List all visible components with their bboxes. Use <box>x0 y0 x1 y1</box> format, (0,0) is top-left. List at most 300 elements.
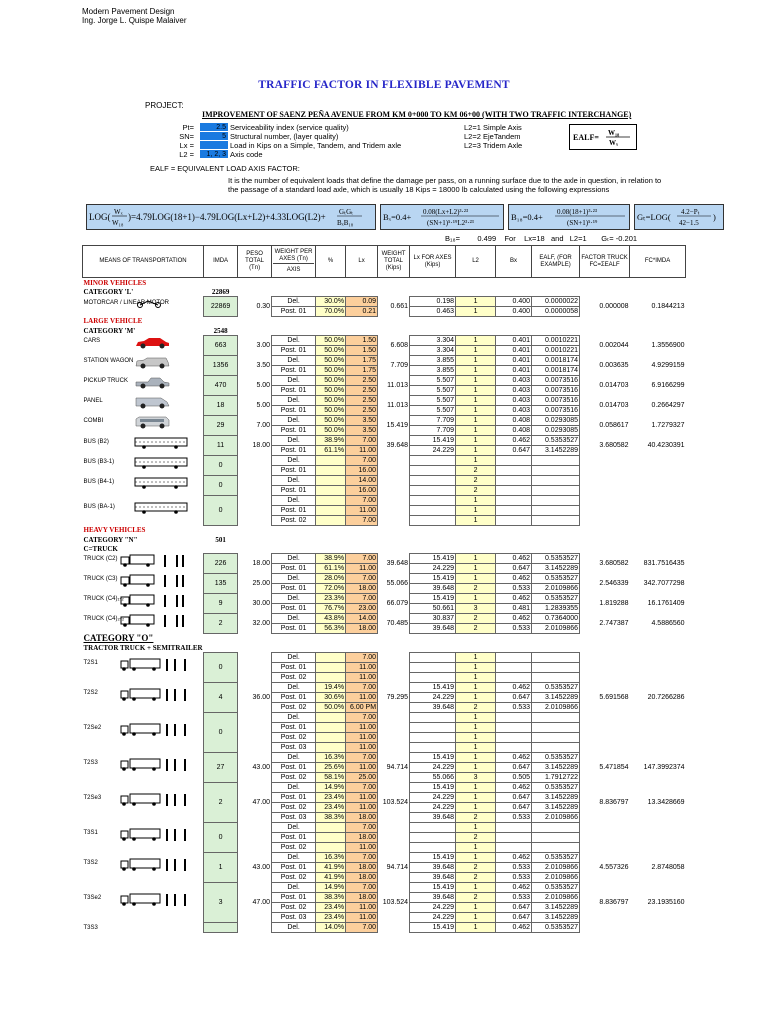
factor-truck-cell: 3.680582 <box>599 441 629 449</box>
ealf-cell <box>532 723 580 733</box>
lx-cell: 3.50 <box>346 426 378 436</box>
lx-cell: 11.00 <box>346 903 378 913</box>
lx-cell: 7.00 <box>346 574 378 584</box>
imda-cell: 4 <box>204 683 238 713</box>
axis-cell: Del. <box>272 683 316 693</box>
ealf-cell: 2.0109866 <box>532 813 580 823</box>
lx-axes-cell: 39.648 <box>410 893 456 903</box>
weight-total-cell: 55.066 <box>386 579 409 587</box>
l2-cell: 2 <box>456 476 496 486</box>
fc-imda-cell: 831.7516435 <box>643 559 685 567</box>
category-imda: 501 <box>215 535 226 544</box>
param-value[interactable]: 2.5 <box>200 123 228 131</box>
axis-cell: Post. 01 <box>272 624 316 634</box>
lx-axes-cell: 24.229 <box>410 763 456 773</box>
tractor-icon <box>120 893 190 910</box>
empty-cell <box>238 287 272 297</box>
bus-icon <box>134 457 188 472</box>
axis-cell: Del. <box>272 653 316 663</box>
ealf-cell: 0.0018174 <box>532 366 580 376</box>
bx-cell: 0.647 <box>496 903 532 913</box>
col-header: WEIGHT TOTAL (Kips) <box>378 246 410 278</box>
percent-cell: 38.9% <box>316 554 346 564</box>
lx-axes-cell: 7.709 <box>410 426 456 436</box>
l2-cell: 1 <box>456 366 496 376</box>
percent-cell: 38.3% <box>316 893 346 903</box>
peso-cell: 3.00 <box>256 341 271 349</box>
axis-cell: Del. <box>272 923 316 933</box>
factor-truck-cell: 0.014703 <box>599 381 629 389</box>
lx-cell: 6.00 PM <box>346 703 378 713</box>
lx-cell: 1.50 <box>346 336 378 346</box>
lx-axes-cell: 3.855 <box>410 356 456 366</box>
b18-for: For <box>504 234 516 243</box>
l2-cell: 1 <box>456 743 496 753</box>
percent-cell <box>316 653 346 663</box>
lx-cell: 2.50 <box>346 386 378 396</box>
empty-cell <box>580 526 630 536</box>
section-row <box>83 526 686 536</box>
percent-cell: 50.0% <box>316 356 346 366</box>
empty-cell <box>378 535 410 544</box>
lx-axes-cell: 39.648 <box>410 584 456 594</box>
percent-cell <box>316 733 346 743</box>
peso-cell <box>238 476 272 496</box>
lx-cell: 18.00 <box>346 833 378 843</box>
category-imda: 2548 <box>213 326 228 335</box>
ealf-cell: 0.5353527 <box>532 683 580 693</box>
empty-cell <box>456 526 496 536</box>
fc-imda-cell: 20.7266286 <box>647 693 685 701</box>
axis-cell: Del. <box>272 356 316 366</box>
bx-cell: 0.462 <box>496 853 532 863</box>
vehicle-cell <box>83 594 204 614</box>
lx-cell: 7.00 <box>346 923 378 933</box>
section-title: MINOR VEHICLES <box>83 278 147 287</box>
param-label: Pt= <box>182 123 194 132</box>
empty-cell <box>378 326 410 336</box>
ealf-cell: 3.1452289 <box>532 564 580 574</box>
ealf-cell: 3.1452289 <box>532 763 580 773</box>
ealf-cell <box>532 673 580 683</box>
ealf-cell: 2.0109866 <box>532 703 580 713</box>
bx-cell <box>496 663 532 673</box>
gt-value: -0.201 <box>615 234 638 243</box>
svg-text:Gₜ=LOG(: Gₜ=LOG( <box>637 212 671 222</box>
empty-cell <box>630 326 686 336</box>
vehicle-name: COMBI <box>83 418 104 425</box>
ealf-cell: 2.0109866 <box>532 893 580 903</box>
empty-cell <box>316 634 346 644</box>
lx-axes-cell: 15.419 <box>410 883 456 893</box>
bx-cell: 0.400 <box>496 297 532 307</box>
ealf-cell: 0.0018174 <box>532 356 580 366</box>
ealf-cell: 3.1452289 <box>532 803 580 813</box>
lx-axes-cell: 30.837 <box>410 614 456 624</box>
category-row <box>83 544 686 554</box>
factor-truck-cell: 4.557326 <box>599 863 629 871</box>
category-imda <box>204 643 238 653</box>
axis-cell: Post. 01 <box>272 604 316 614</box>
empty-cell <box>272 535 316 544</box>
lx-axes-cell: 39.648 <box>410 624 456 634</box>
percent-cell <box>316 516 346 526</box>
axis-cell: Post. 01 <box>272 466 316 476</box>
percent-cell: 58.1% <box>316 773 346 783</box>
svg-text:BₓB₁₈: BₓB₁₈ <box>337 219 354 227</box>
lx-cell: 7.00 <box>346 823 378 833</box>
percent-cell <box>316 673 346 683</box>
bx-cell: 0.408 <box>496 426 532 436</box>
peso-cell <box>238 823 272 853</box>
lx-cell: 1.50 <box>346 346 378 356</box>
empty-cell <box>496 326 532 336</box>
empty-cell <box>272 643 316 653</box>
l2-cell: 2 <box>456 486 496 496</box>
col-header: Lx <box>346 246 378 278</box>
axis-cell: Post. 03 <box>272 813 316 823</box>
ealf-cell: 2.0109866 <box>532 873 580 883</box>
ealf-cell <box>532 486 580 496</box>
l2-cell: 1 <box>456 923 496 933</box>
fc-imda-cell <box>630 496 686 526</box>
axis-cell: Post. 01 <box>272 486 316 496</box>
imda-cell: 9 <box>204 594 238 614</box>
lx-cell: 2.50 <box>346 376 378 386</box>
percent-cell: 43.8% <box>316 614 346 624</box>
param-value[interactable] <box>200 141 228 149</box>
axis-cell: Post. 01 <box>272 564 316 574</box>
percent-cell: 50.0% <box>316 396 346 406</box>
table-row <box>83 436 686 446</box>
lx-cell: 11.00 <box>346 743 378 753</box>
lx-axes-cell: 15.419 <box>410 554 456 564</box>
factor-truck-cell <box>580 496 630 526</box>
ealf-cell <box>532 456 580 466</box>
percent-cell: 50.0% <box>316 366 346 376</box>
empty-cell <box>346 634 378 644</box>
bx-cell <box>496 743 532 753</box>
vehicle-name: T3S1 <box>83 830 98 837</box>
vehicle-cell <box>83 614 204 634</box>
imda-cell: 1 <box>204 853 238 883</box>
empty-cell <box>532 287 580 297</box>
l2-cell: 2 <box>456 703 496 713</box>
fc-imda-cell: 6.9166299 <box>651 381 685 389</box>
bx-cell <box>496 673 532 683</box>
ealf-cell: 0.0000022 <box>532 297 580 307</box>
weight-total-cell: 6.608 <box>390 341 409 349</box>
l2-cell: 1 <box>456 793 496 803</box>
param-desc: Load in Kips on a Simple, Tandem, and Tridem axle <box>230 141 402 150</box>
empty-cell <box>346 317 378 327</box>
imda-cell: 22869 <box>204 297 238 317</box>
axis-cell: Del. <box>272 853 316 863</box>
factor-truck-cell: 5.471854 <box>599 763 629 771</box>
bx-cell: 0.647 <box>496 446 532 456</box>
table-row <box>83 496 686 506</box>
bx-cell: 0.403 <box>496 386 532 396</box>
empty-cell <box>532 535 580 544</box>
l2-cell: 1 <box>456 753 496 763</box>
bx-cell <box>496 516 532 526</box>
axis-cell: Post. 02 <box>272 516 316 526</box>
lx-cell: 7.00 <box>346 516 378 526</box>
vehicle-name: TRUCK (C3) <box>83 576 118 583</box>
lx-axes-cell: 55.066 <box>410 773 456 783</box>
empty-cell <box>378 278 410 288</box>
l2-cell: 1 <box>456 386 496 396</box>
vehicle-name: T3Se2 <box>83 895 102 902</box>
lx-axes-cell <box>410 723 456 733</box>
bx-cell <box>496 723 532 733</box>
page-title: TRAFFIC FACTOR IN FLEXIBLE PAVEMENT <box>258 79 510 91</box>
empty-cell <box>456 643 496 653</box>
lx-cell: 11.00 <box>346 763 378 773</box>
axis-cell: Del. <box>272 753 316 763</box>
tractor-icon <box>120 688 190 705</box>
axis-cell: Del. <box>272 823 316 833</box>
empty-cell <box>630 643 686 653</box>
svg-text:(SN+1)⁵·¹⁹: (SN+1)⁵·¹⁹ <box>567 219 598 227</box>
table-row <box>83 396 686 406</box>
weight-total-cell: 94.714 <box>386 863 409 871</box>
lx-axes-cell: 24.229 <box>410 693 456 703</box>
l2-cell: 1 <box>456 574 496 584</box>
ealf-cell: 0.5353527 <box>532 574 580 584</box>
percent-cell: 14.9% <box>316 783 346 793</box>
lx-cell: 3.50 <box>346 416 378 426</box>
table-row <box>83 753 686 763</box>
ealf-cell: 3.1452289 <box>532 793 580 803</box>
l2-cell: 1 <box>456 406 496 416</box>
svg-text:(SN+1)⁵·¹⁹L2³·²³: (SN+1)⁵·¹⁹L2³·²³ <box>427 219 474 227</box>
axis-cell: Post. 01 <box>272 723 316 733</box>
percent-cell: 28.0% <box>316 574 346 584</box>
bx-cell: 0.533 <box>496 703 532 713</box>
col-header <box>272 246 316 278</box>
axis-cell: Post. 01 <box>272 763 316 773</box>
empty-cell <box>272 544 316 554</box>
fc-imda-cell: 1.3556900 <box>651 341 685 349</box>
bx-cell: 0.462 <box>496 554 532 564</box>
l2-cell: 2 <box>456 873 496 883</box>
peso-cell: 47.00 <box>252 898 271 906</box>
percent-cell: 23.4% <box>316 903 346 913</box>
empty-cell <box>456 326 496 336</box>
empty-cell <box>410 544 456 554</box>
percent-cell: 56.3% <box>316 624 346 634</box>
ealf-cell: 0.0010221 <box>532 336 580 346</box>
category-row <box>83 287 686 297</box>
category-imda <box>204 278 238 288</box>
lx-cell: 14.00 <box>346 614 378 624</box>
vehicle-cell <box>83 336 204 356</box>
empty-cell <box>272 287 316 297</box>
imda-cell <box>204 923 238 933</box>
tractor-icon <box>120 758 190 775</box>
lx-cell: 7.00 <box>346 653 378 663</box>
category-title: CATEGORY "N" <box>83 535 138 544</box>
imda-cell: 663 <box>204 336 238 356</box>
col-header: IMDA <box>204 246 238 278</box>
factor-truck-cell: 0.058617 <box>599 421 629 429</box>
lx-cell: 16.00 <box>346 466 378 476</box>
formula-b18 <box>508 204 630 230</box>
empty-cell <box>532 317 580 327</box>
l2-cell: 1 <box>456 853 496 863</box>
category-imda <box>204 526 238 536</box>
table-row <box>83 476 686 486</box>
axis-cell: Post. 01 <box>272 426 316 436</box>
svg-text:4.2−Pₜ: 4.2−Pₜ <box>681 208 700 216</box>
vehicle-cell <box>83 436 204 456</box>
lx-cell: 0.09 <box>346 297 378 307</box>
vehicle-cell <box>83 574 204 594</box>
formula-b18-svg <box>509 205 629 229</box>
imda-cell: 0 <box>204 476 238 496</box>
lx-cell: 1.75 <box>346 356 378 366</box>
empty-cell <box>630 317 686 327</box>
lx-axes-cell: 50.661 <box>410 604 456 614</box>
ealf-cell: 0.5353527 <box>532 923 580 933</box>
percent-cell: 23.4% <box>316 803 346 813</box>
l2-cell: 1 <box>456 713 496 723</box>
axis-cell: Post. 01 <box>272 307 316 317</box>
percent-cell: 14.9% <box>316 883 346 893</box>
vehicle-name: BUS (B2) <box>83 438 109 445</box>
ealf-cell <box>532 653 580 663</box>
empty-cell <box>410 326 456 336</box>
vehicle-cell <box>83 653 204 683</box>
weight-total-cell <box>378 923 410 933</box>
empty-cell <box>456 544 496 554</box>
axis-code-legend <box>464 123 522 150</box>
table-row <box>83 614 686 624</box>
ealf-cell: 0.0073516 <box>532 386 580 396</box>
l2-cell: 2 <box>456 893 496 903</box>
l2-cell: 2 <box>456 833 496 843</box>
bx-cell: 0.505 <box>496 773 532 783</box>
factor-truck-cell <box>580 476 630 496</box>
percent-cell <box>316 506 346 516</box>
empty-cell <box>580 643 630 653</box>
lx-cell: 11.00 <box>346 723 378 733</box>
ealf-cell: 0.7364000 <box>532 614 580 624</box>
peso-cell: 32.00 <box>252 619 271 627</box>
lx-axes-cell: 24.229 <box>410 793 456 803</box>
vehicle-name: MOTORCAR / LINEAR MOTOR <box>83 299 169 306</box>
l2-cell: 1 <box>456 436 496 446</box>
lx-axes-cell <box>410 516 456 526</box>
lx-cell: 2.50 <box>346 396 378 406</box>
bx-cell <box>496 823 532 833</box>
ealf-cell: 2.0109866 <box>532 863 580 873</box>
bx-cell: 0.462 <box>496 753 532 763</box>
fc-imda-cell: 2.8748058 <box>651 863 685 871</box>
bx-cell <box>496 456 532 466</box>
bx-cell: 0.647 <box>496 763 532 773</box>
bx-cell: 0.647 <box>496 564 532 574</box>
fc-imda-cell: 147.3992374 <box>643 763 685 771</box>
svg-text:Wₓ: Wₓ <box>609 139 619 147</box>
peso-cell: 18.00 <box>252 441 271 449</box>
lx-axes-cell: 39.648 <box>410 813 456 823</box>
fc-imda-cell: 13.3428669 <box>647 798 685 806</box>
lx-axes-cell: 24.229 <box>410 446 456 456</box>
empty-cell <box>496 643 532 653</box>
ealf-cell: 3.1452289 <box>532 903 580 913</box>
percent-cell: 25.6% <box>316 763 346 773</box>
empty-cell <box>630 535 686 544</box>
category-title: TRACTOR TRUCK + SEMITRAILER <box>83 643 203 652</box>
l2-cell: 1 <box>456 723 496 733</box>
fc-imda-cell <box>630 713 686 753</box>
table-row <box>83 376 686 386</box>
empty-cell <box>410 526 456 536</box>
lx-axes-cell: 3.304 <box>410 336 456 346</box>
empty-cell <box>238 326 272 336</box>
vehicle-cell <box>83 476 204 496</box>
vehicle-cell <box>83 456 204 476</box>
fc-imda-cell: 40.4230391 <box>647 441 685 449</box>
axis-cell: Post. 02 <box>272 803 316 813</box>
category-imda <box>204 544 238 554</box>
vehicle-cell <box>83 713 204 753</box>
percent-cell <box>316 486 346 496</box>
empty-cell <box>496 526 532 536</box>
empty-cell <box>580 634 630 644</box>
bx-cell: 0.401 <box>496 346 532 356</box>
table-row <box>83 653 686 663</box>
percent-cell: 14.0% <box>316 923 346 933</box>
ealf-cell <box>532 506 580 516</box>
empty-cell <box>346 526 378 536</box>
weight-total-cell <box>378 496 410 526</box>
empty-cell <box>456 287 496 297</box>
bx-cell: 0.462 <box>496 783 532 793</box>
lx-cell: 7.00 <box>346 783 378 793</box>
percent-cell: 23.3% <box>316 594 346 604</box>
lx-cell: 16.00 <box>346 486 378 496</box>
param-value[interactable]: 1, 2, 3 <box>200 150 228 158</box>
lx-cell: 7.00 <box>346 713 378 723</box>
vehicle-cell <box>83 883 204 923</box>
lx-cell: 18.00 <box>346 624 378 634</box>
l2-cell: 3 <box>456 604 496 614</box>
weight-total-cell: 79.295 <box>386 693 409 701</box>
lx-axes-cell: 15.419 <box>410 683 456 693</box>
col-header: L2 <box>456 246 496 278</box>
formula-bx-svg <box>381 205 503 229</box>
peso-cell: 0.30 <box>256 302 271 310</box>
axis-cell: Post. 01 <box>272 663 316 673</box>
lx-axes-cell <box>410 486 456 496</box>
percent-cell: 41.9% <box>316 863 346 873</box>
empty-cell <box>410 287 456 297</box>
percent-cell: 70.0% <box>316 307 346 317</box>
imda-cell: 0 <box>204 823 238 853</box>
panel-icon <box>134 396 170 412</box>
lx-cell: 18.00 <box>346 893 378 903</box>
imda-cell: 0 <box>204 713 238 753</box>
percent-cell <box>316 843 346 853</box>
param-value[interactable]: 5 <box>200 132 228 140</box>
lx-axes-cell: 24.229 <box>410 903 456 913</box>
empty-cell <box>410 643 456 653</box>
col-header: % <box>316 246 346 278</box>
percent-cell: 61.1% <box>316 564 346 574</box>
